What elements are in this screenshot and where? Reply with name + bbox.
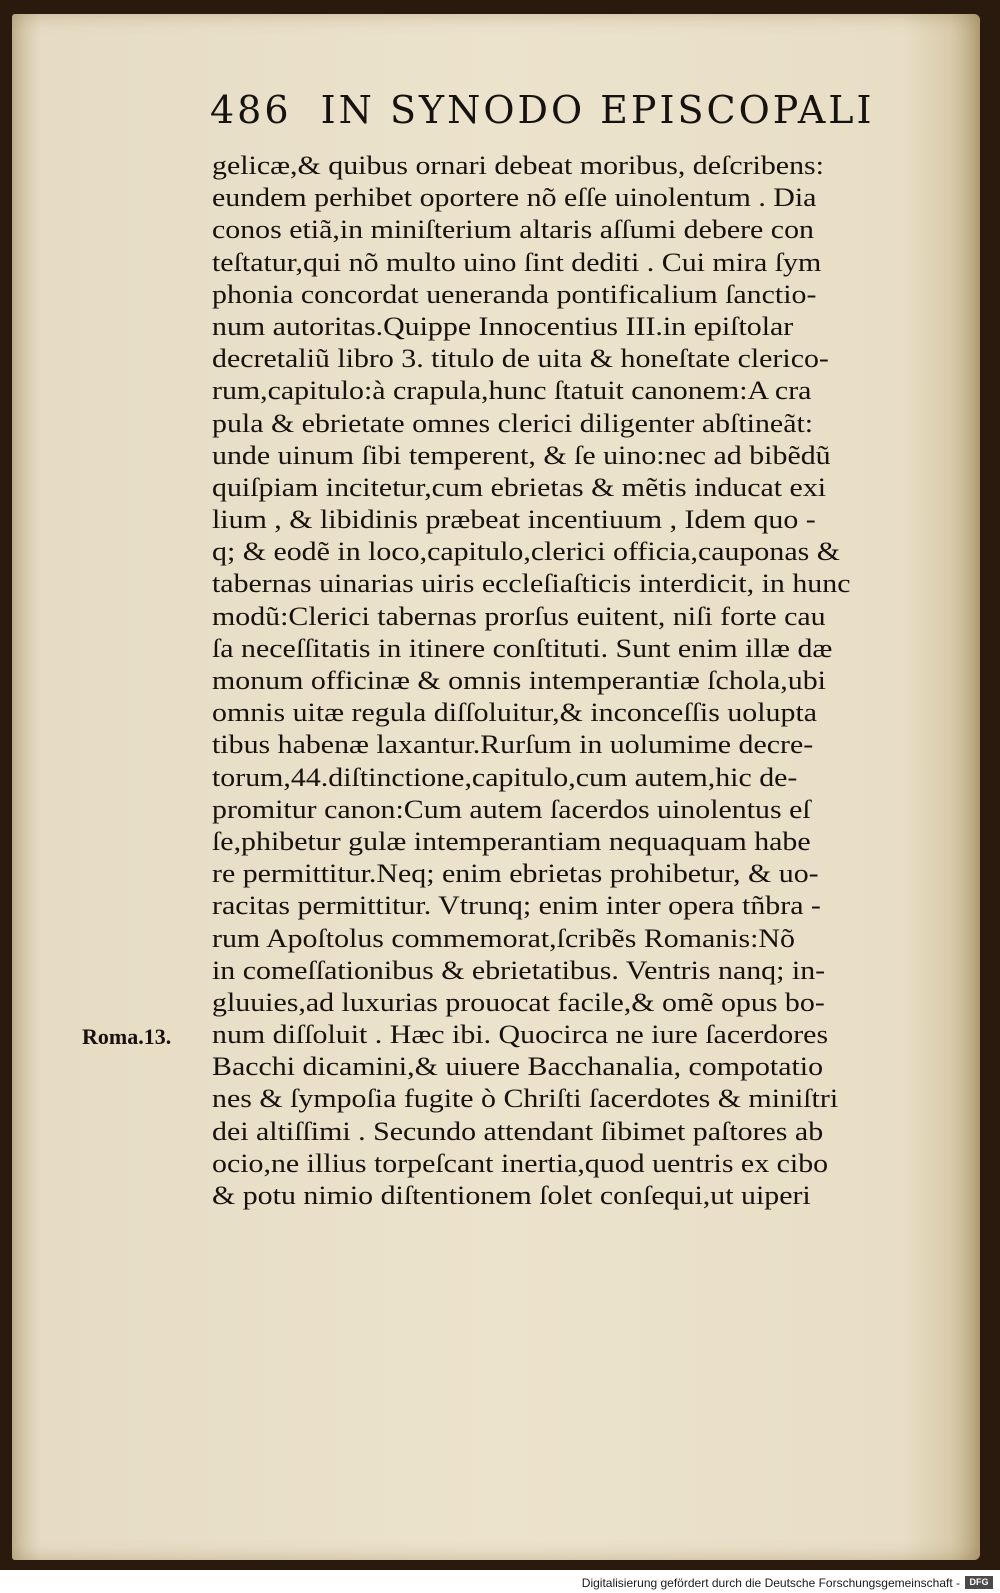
text-line: gluuies,ad luxurias prouocat facile,& omẽ opus bo- xyxy=(212,987,825,1017)
body-text xyxy=(212,150,932,1212)
text-line: ſa neceſſitatis in itinere conſtituti. Sunt enim illæ dæ xyxy=(212,633,833,663)
text-line: & potu nimio diſtentionem ſolet conſequi,ut uiperi xyxy=(212,1181,811,1210)
text-line: quiſpiam incitetur,cum ebrietas & mẽtis inducat exi xyxy=(212,472,827,502)
text-line: conos etiã,in miniſterium altaris aſſumi debere con xyxy=(212,215,814,245)
digitization-credit: Digitalisierung gefördert durch die Deutsche Forschungsgemeinschaft - xyxy=(581,1576,960,1590)
page-header xyxy=(210,88,875,136)
text-line: promitur canon:Cum autem ſacerdos uinolentus eſ xyxy=(212,794,811,824)
text-line: re permittitur.Neq; enim ebrietas prohibetur, & uo- xyxy=(212,859,819,889)
text-line: q; & eodẽ in loco,capitulo,clerici officia,cauponas & xyxy=(212,537,840,567)
text-line: monum officinæ & omnis intemperantiæ ſchola,ubi xyxy=(212,666,826,695)
text-line: teſtatur,qui nõ multo uino ſint dediti . Cui mira ſym xyxy=(212,247,822,277)
text-line: unde uinum ſibi temperent, & ſe uino:nec ad bibẽdũ xyxy=(212,440,831,470)
text-line: ſe,phibetur gulæ intemperantiam nequaquam habe xyxy=(212,826,811,856)
text-line: gelicæ,& quibus ornari debeat moribus, deſcribens: xyxy=(212,151,824,180)
text-line: omnis uitæ regula diſſoluitur,& inconceſſis uolupta xyxy=(212,698,818,728)
text-line: tabernas uinarias uiris eccleſiaſticis interdicit, in hunc xyxy=(212,569,851,599)
text-line: torum,44.diſtinctione,capitulo,cum autem,hic de- xyxy=(212,762,798,792)
text-line: eundem perhibet oportere nõ eſſe uinolentum . Dia xyxy=(212,183,817,213)
text-line: racitas permittitur. Vtrunq; enim inter opera tñbra - xyxy=(212,891,821,921)
text-line: Bacchi dicamini,& uiuere Bacchanalia, compotatio xyxy=(212,1052,824,1082)
text-line: pula & ebrietate omnes clerici diligenter abſtineãt: xyxy=(212,408,814,438)
text-line: num autoritas.Quippe Innocentius III.in epiſtolar xyxy=(212,311,794,341)
text-line: ocio,ne illius torpeſcant inertia,quod uentris ex cibo xyxy=(212,1148,829,1178)
text-line: dei altiſſimi . Secundo attendant ſibimet paſtores ab xyxy=(212,1116,824,1146)
text-line: rum,capitulo:à crapula,hunc ſtatuit canonem:A cra xyxy=(212,376,812,406)
text-line: num diſſoluit . Hæc ibi. Quocirca ne iure ſacerdores xyxy=(212,1020,829,1050)
text-line: tibus habenæ laxantur.Rurſum in uolumime decre- xyxy=(212,730,814,760)
dfg-logo: DFG xyxy=(965,1576,993,1589)
text-line: nes & ſympoſia fugite ò Chriſti ſacerdotes & miniſtri xyxy=(212,1084,839,1114)
marginal-reference: Roma.13. xyxy=(82,1024,172,1049)
text-line: decretaliũ libro 3. titulo de uita & honeſtate clerico- xyxy=(212,344,829,374)
text-line: lium , & libidinis præbeat incentiuum , Idem quo - xyxy=(212,505,816,535)
text-line: in comeſſationibus & ebrietatibus. Ventris nanq; in- xyxy=(212,955,826,985)
page-number: 486 xyxy=(210,88,292,132)
text-line: rum Apoſtolus commemorat,ſcribẽs Romanis:Nõ xyxy=(212,923,795,953)
text-line: modũ:Clerici tabernas prorſus euitent, niſi forte cau xyxy=(212,601,826,631)
running-title: IN SYNODO EPISCOPALI xyxy=(320,88,875,132)
text-line: phonia concordat ueneranda pontificalium ſanctio- xyxy=(212,279,817,309)
